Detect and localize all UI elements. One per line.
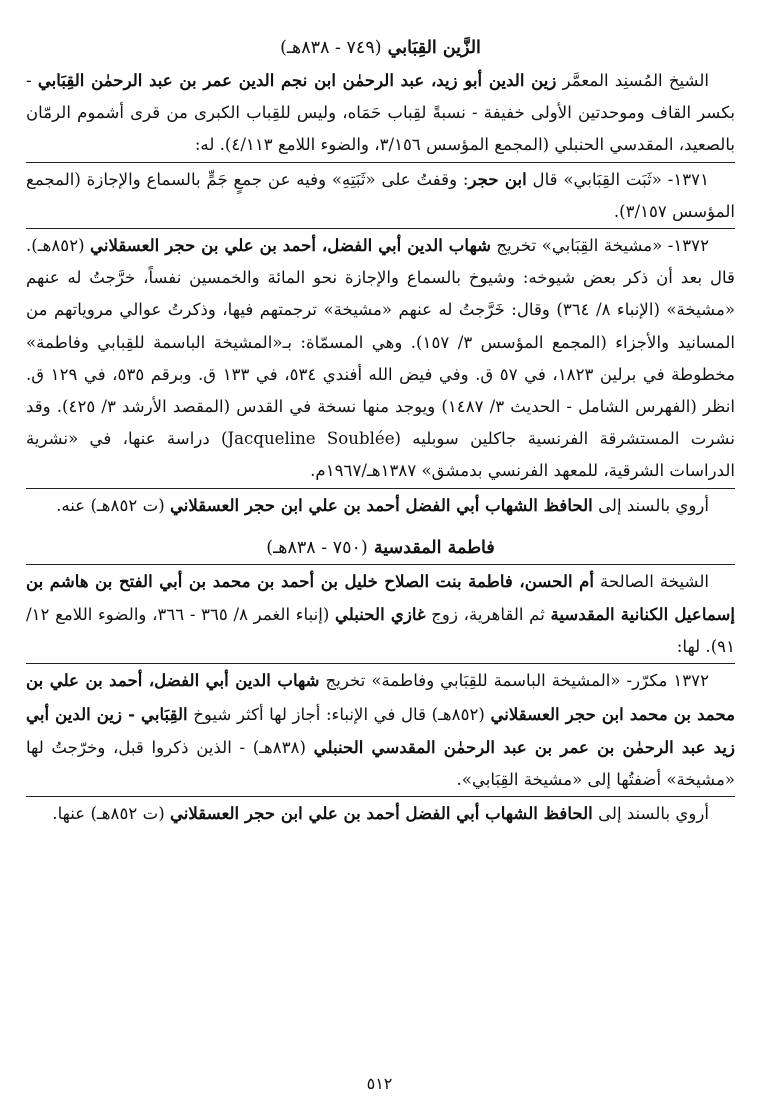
entry-spacer	[26, 522, 735, 532]
entry-name: فاطمة المقدسية	[373, 537, 495, 558]
bio-name: زين الدين أبو زيد، عبد الرحمٰن ابن نجم الدين عمر بن عبد الرحمٰن القِبَابي	[37, 70, 557, 90]
chain-intro: أروي بالسند إلى	[592, 804, 709, 824]
work-author: ابن حجر	[468, 168, 527, 189]
entry-dates: (٧٤٩ - ٨٣٨هـ)	[280, 38, 382, 58]
bio-husband: غازي الحنبلي	[334, 604, 426, 625]
work-intro: ١٣٧١- «ثَبَت القِبَابي» قال	[526, 169, 709, 189]
work-entry-1371	[26, 162, 735, 228]
chain-intro: أروي بالسند إلى	[592, 495, 709, 515]
work-entry-1372-repeat	[26, 663, 735, 796]
page-number: ٥١٢	[366, 1074, 393, 1093]
biography-paragraph	[26, 64, 735, 162]
work-intro: ١٣٧٢- «مشيخة القِبَابي» تخريج	[491, 236, 709, 256]
chain-authority: الحافظ الشهاب أبي الفضل أحمد بن علي ابن حجر العسقلاني	[169, 803, 593, 824]
work-text: : وقفتُ على «ثَبَتِهِ» وفيه عن جمعٍ جَمٍّ بالسماع والإجازة (المجمع المؤسس ٣/١٥٧).	[26, 169, 735, 221]
entry-heading	[26, 32, 735, 64]
chain-text: (ت ٨٥٢هـ) عنها.	[52, 804, 170, 824]
entry-name: الزَّين القِبَابي	[387, 38, 481, 58]
work-author: شهاب الدين أبي الفضل، أحمد بن علي بن حجر العسقلاني	[90, 235, 491, 256]
bio-rest: (إنباء الغمر ٨/ ٣٦٥ - ٣٦٦، والضوء اللامع ١٢/ ٩١). لها:	[26, 605, 735, 657]
work-author: شهاب الدين أبي الفضل، أحمد بن علي بن محمد بن محمد ابن حجر العسقلاني	[26, 670, 735, 724]
chain-authority: الحافظ الشهاب أبي الفضل أحمد بن علي ابن حجر العسقلاني	[169, 494, 593, 515]
page-body	[26, 32, 735, 1091]
bio-intro: الشيخة الصالحة	[594, 571, 709, 591]
entry-heading	[26, 532, 735, 564]
chain-of-transmission	[26, 796, 735, 830]
work-entry-1372	[26, 228, 735, 488]
bio-rest: - بكسر القاف وموحدتين الأولى خفيفة - نسبةً لقِباب حَمَاه، وليس للقِباب الكبرى من قرى أشموم الرمّان بالصعيد، المقدسي الحنبلي (المجمع المؤسس ٣/١٥٦، والضوء اللامع ٤/١١٣). له:	[26, 71, 735, 155]
work-text: (٨٣٨هـ) - الذين ذكروا قبل، وخرّجتُ لها «مشيخة» أضفتُها إلى «مشيخة القِبَابي».	[26, 737, 735, 790]
work-text: (٨٥٢هـ). قال بعد أن ذكر بعض شيوخه: وشيوخ بالسماع والإجازة نحو المائة والخمسين نفساً، خرَّجتُ له عنهم «مشيخة» (الإنباء ٨/ ٣٦٤) وقال: خَرَّجتُ له عنهم «مشيخة» ترجمتهم فيها، وذكرتُ عوالي مروياتهم من المسانيد والأجزاء (المجمع المؤسس ٣/ ١٥٧). وهي المسمّاة: بـ«المشيخة الباسمة للقِبابي وفاطمة» مخطوطة في برلين ١٨٢٣، في ٥٧ ق. وفي فيض الله أفندي ٥٣٤، في ١٣٣ ق. وبرقم ٥٣٥، في ١٢٩ ق. انظر (الفهرس الشامل - الحديث ٣/ ١٤٨٧) ويوجد منها نسخة في القدس (المقصد الأرشد ٣/ ٤٢٥). وقد نشرت المستشرقة الفرنسية جاكلين سوبليه (Jacqueline Soublée) دراسة عنها، في «نشرية الدراسات الشرقية، للمعهد الفرنسي بدمشق» ١٣٨٧هـ/١٩٦٧م.	[26, 236, 736, 481]
bio-name: أم الحسن، فاطمة بنت الصلاح خليل بن أحمد بن محمد بن أبي الفتح بن هاشم بن إسماعيل الكنانية المقدسية	[26, 570, 735, 625]
chain-text: (ت ٨٥٢هـ) عنه.	[56, 495, 170, 515]
entry-dates: (٧٥٠ - ٨٣٨هـ)	[266, 537, 368, 558]
biography-paragraph	[26, 564, 735, 664]
bio-intro: الشيخ المُسنِد المعمَّر	[562, 71, 710, 90]
chain-of-transmission	[26, 488, 735, 522]
bio-mid: ثم القاهرية، زوج	[425, 605, 551, 625]
work-intro: ١٣٧٢ مكرّر- «المشيخة الباسمة للقِبَابي وفاطمة» تخريج	[319, 671, 710, 691]
work-text: (٨٥٢هـ) قال في الإنباء: أجاز لها أكثر شيوخ	[187, 704, 491, 724]
work-subject: القِبَابي - زين الدين أبي زيد عبد الرحمٰن بن عمر بن عبد الرحمٰن المقدسي الحنبلي	[26, 703, 735, 757]
